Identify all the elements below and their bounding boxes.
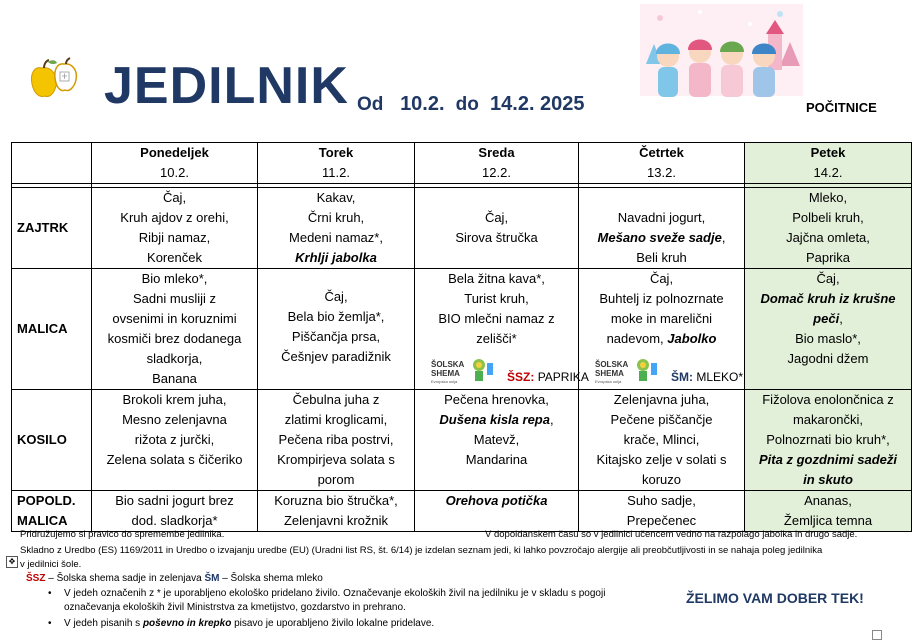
menu-item: kosmiči brez dodanega xyxy=(107,331,242,346)
menu-cell-kosilo-fri xyxy=(745,390,912,491)
legend-sm: ŠM xyxy=(204,573,220,584)
menu-item: Banana xyxy=(152,371,197,386)
school-scheme-row xyxy=(431,353,589,389)
day-name: Sreda xyxy=(478,145,515,160)
day-header-tue xyxy=(258,143,415,184)
menu-item: Čaj, xyxy=(484,210,509,225)
menu-item-local: Orehova potička xyxy=(445,493,548,508)
ssz-label: ŠSZ: xyxy=(507,370,535,384)
solska-shema-logo xyxy=(431,355,503,385)
svg-text:ŠOLSKA: ŠOLSKA xyxy=(431,360,465,369)
menu-cell-kosilo-mon xyxy=(92,390,258,491)
menu-item: BIO mlečni namaz z xyxy=(438,311,555,326)
menu-cell-malica-tue xyxy=(258,269,415,390)
note-text: označevanja ekoloških živil Ministrstva za kmetijstvo, gozdarstvo in prehrano. xyxy=(64,602,406,613)
menu-item: Črni kruh, xyxy=(307,210,365,225)
menu-item: porom xyxy=(317,472,355,487)
menu-item: Turist kruh, xyxy=(464,291,529,306)
menu-item: Krompirjeva solata s xyxy=(277,452,395,467)
menu-cell-popold-wed xyxy=(415,491,579,532)
menu-item: Paprika xyxy=(805,250,851,265)
punctuation: , xyxy=(549,412,554,427)
day-date: 10.2. xyxy=(160,165,189,180)
menu-item: Matevž, xyxy=(473,432,520,447)
table-header-row xyxy=(12,143,912,184)
sm-item: MLEKO* xyxy=(696,370,744,384)
menu-item: Čaj, xyxy=(816,271,840,286)
menu-item: Zelena solata s čičeriko xyxy=(106,452,243,467)
menu-cell-malica-fri xyxy=(745,269,912,390)
menu-item: Čebulna juha z xyxy=(292,392,380,407)
menu-cell-kosilo-wed xyxy=(415,390,579,491)
menu-item: Žemljica temna xyxy=(783,513,873,528)
menu-item: Kruh ajdov z orehi, xyxy=(120,210,229,225)
menu-item: dod. sladkorja* xyxy=(131,513,218,528)
menu-cell-popold-fri xyxy=(745,491,912,532)
footer-fruit-note: V dopoldanskem času so v jedilnici učencem vedno na razpolago jabolka in drugo sadje. xyxy=(485,529,858,540)
note-organic xyxy=(48,587,606,615)
menu-item: Kakav, xyxy=(316,190,356,205)
day-date: 12.2. xyxy=(482,165,511,180)
menu-item: Polnozrnati bio kruh*, xyxy=(766,432,890,447)
menu-item: Sadni musliji z xyxy=(132,291,217,306)
menu-item: Bio maslo*, xyxy=(795,331,861,346)
legend-sm-text: – Šolska shema mleko xyxy=(219,573,323,584)
svg-text:Evropska unija: Evropska unija xyxy=(595,379,622,384)
table-row-popold-malica xyxy=(12,491,912,532)
day-date: 13.2. xyxy=(647,165,676,180)
menu-item-local: in skuto xyxy=(803,472,853,487)
day-date: 11.2. xyxy=(322,165,350,180)
menu-cell-malica-mon xyxy=(92,269,258,390)
menu-item: Koruzna bio štručka*, xyxy=(274,493,398,508)
menu-item: koruzo xyxy=(641,472,682,487)
svg-text:SHEMA: SHEMA xyxy=(431,369,460,378)
menu-item-local: Dušena kisla repa xyxy=(439,412,550,427)
day-header-fri xyxy=(745,143,912,184)
menu-cell-zajtrk-mon xyxy=(92,188,258,269)
menu-item: Bela žitna kava*, xyxy=(448,271,545,286)
day-header-thu xyxy=(579,143,745,184)
menu-item-local: Krhlji jabolka xyxy=(295,250,377,265)
day-header-wed xyxy=(415,143,579,184)
menu-item: Bio sadni jogurt brez xyxy=(115,493,234,508)
page-title: JEDILNIK xyxy=(104,57,349,115)
solska-shema-logo xyxy=(595,355,667,385)
menu-item-local: Jabolko xyxy=(667,331,717,346)
day-name: Petek xyxy=(810,145,846,160)
menu-item: Bio mleko*, xyxy=(141,271,208,286)
apple-icon xyxy=(28,58,82,100)
footer-disclaimer: Pridružujemo si pravico do spremembe jedilnika. xyxy=(20,529,225,540)
date-range xyxy=(357,93,585,116)
menu-item: Pečene piščančje xyxy=(610,412,713,427)
note-text: pisavo je uporabljeno živilo lokalne pridelave. xyxy=(231,618,435,629)
menu-item: moke in marelični xyxy=(610,311,713,326)
menu-item: Jagodni džem xyxy=(787,351,869,366)
legend xyxy=(26,573,323,584)
meal-label-malica: MALICA xyxy=(12,269,92,390)
meal-label-kosilo: KOSILO xyxy=(12,390,92,491)
menu-item: Fižolova enolončnica z xyxy=(762,392,894,407)
menu-item: makarončki, xyxy=(792,412,864,427)
menu-item-local: Domač kruh iz krušne xyxy=(760,291,896,306)
svg-text:Evropska unija: Evropska unija xyxy=(431,379,458,384)
bullet-icon: • xyxy=(48,588,52,599)
day-header-mon xyxy=(92,143,258,184)
menu-cell-malica-thu xyxy=(579,269,745,390)
ssz-item: PAPRIKA xyxy=(537,370,589,384)
menu-item: Mandarina xyxy=(465,452,528,467)
legend-ssz: ŠSZ xyxy=(26,573,46,584)
meal-label-line: POPOLD. xyxy=(17,493,76,508)
menu-item: Brokoli krem juha, xyxy=(122,392,227,407)
menu-item: Polbeli kruh, xyxy=(792,210,864,225)
menu-item: Mesno zelenjavna xyxy=(122,412,227,427)
menu-item-local: Mešano sveže sadje xyxy=(597,230,722,245)
day-name: Torek xyxy=(318,145,354,160)
table-row-malica xyxy=(12,269,912,390)
menu-item: Piščančja prsa, xyxy=(291,329,381,344)
menu-item: Medeni namaz*, xyxy=(289,230,383,245)
note-text: V jedeh označenih z * je uporabljeno ekološko pridelano živilo. Označevanje ekoloških živil na jedilniku je v skladu s pogoji xyxy=(64,588,606,599)
footer-allergen-note: Skladno z Uredbo (ES) 1169/2011 in Uredbo o izvajanju uredbe (EU) (Uradni list RS, št. 6/14) je izdelan seznam jedi, ki lahko povzročajo alergije ali preobčutljivosti in se nahaja poleg jedilnika xyxy=(20,545,823,556)
meal-label-line: MALICA xyxy=(17,513,68,528)
menu-cell-malica-wed xyxy=(415,269,589,390)
goodbye-message: ŽELIMO VAM DOBER TEK! xyxy=(686,590,864,606)
menu-item: Bela bio žemlja*, xyxy=(287,309,385,324)
table-row-zajtrk xyxy=(12,188,912,269)
school-scheme-row xyxy=(595,353,744,389)
note-local xyxy=(48,617,605,631)
menu-item: Čaj, xyxy=(324,289,348,304)
menu-item: Zelenjavni krožnik xyxy=(283,513,389,528)
menu-item: Čaj, xyxy=(162,190,187,205)
menu-item: Beli kruh xyxy=(636,250,687,265)
menu-cell-zajtrk-fri xyxy=(745,188,912,269)
date-range-to-word: do xyxy=(455,94,479,115)
move-handle-icon[interactable]: ✥ xyxy=(6,556,18,568)
sm-label: ŠM: xyxy=(671,370,693,384)
meal-label-popold-malica xyxy=(12,491,92,532)
menu-item: Češnjev paradižnik xyxy=(281,349,391,364)
menu-item: Jajčna omleta, xyxy=(786,230,870,245)
date-to: 14.2. 2025 xyxy=(490,93,585,115)
menu-cell-kosilo-thu xyxy=(579,390,745,491)
menu-cell-popold-tue xyxy=(258,491,415,532)
menu-item: Suho sadje, xyxy=(627,493,696,508)
school-scheme-note xyxy=(507,367,589,387)
menu-cell-kosilo-tue xyxy=(258,390,415,491)
day-name: Četrtek xyxy=(639,145,684,160)
menu-item: Buhtelj iz polnozrnate xyxy=(599,291,724,306)
menu-item: Prepečenec xyxy=(626,513,697,528)
notes-list xyxy=(48,587,606,631)
menu-item: nadevom, xyxy=(606,331,664,346)
table-row-kosilo xyxy=(12,390,912,491)
menu-item: Korenček xyxy=(147,250,202,265)
menu-cell-popold-thu xyxy=(579,491,745,532)
meal-label-zajtrk: ZAJTRK xyxy=(12,188,92,269)
resize-handle[interactable] xyxy=(872,630,882,640)
menu-cell-zajtrk-thu xyxy=(579,188,745,269)
menu-item: Čaj, xyxy=(649,271,674,286)
menu-cell-popold-mon xyxy=(92,491,258,532)
menu-item: rižota z jurčki, xyxy=(134,432,215,447)
children-winter-illustration xyxy=(640,4,803,114)
menu-item: ovsenimi in koruznimi xyxy=(112,311,237,326)
holiday-label: POČITNICE xyxy=(806,100,877,115)
header-empty-cell xyxy=(12,143,92,184)
day-date: 14.2. xyxy=(813,165,843,180)
punctuation: , xyxy=(839,311,843,326)
menu-item: Kitajsko zelje v solati s xyxy=(596,452,727,467)
menu-item: Mleko, xyxy=(808,190,848,205)
svg-text:SHEMA: SHEMA xyxy=(595,369,624,378)
date-range-from-word: Od xyxy=(357,94,384,115)
day-name: Ponedeljek xyxy=(140,145,209,160)
menu-item: Ribji namaz, xyxy=(138,230,211,245)
menu-item: zelišči* xyxy=(476,331,517,346)
menu-item-local: peči xyxy=(813,311,840,326)
legend-ssz-text: – Šolska shema sadje in zelenjava xyxy=(45,573,205,584)
menu-table xyxy=(11,142,912,532)
footer-allergen-note-cont: v jedilnici šole. xyxy=(20,559,82,570)
note-text: V jedeh pisanih s xyxy=(64,618,143,629)
bullet-icon: • xyxy=(48,618,52,629)
punctuation: , xyxy=(721,230,726,245)
menu-item: krače, Mlinci, xyxy=(623,432,700,447)
menu-item: zlatimi kroglicami, xyxy=(284,412,388,427)
menu-item: Ananas, xyxy=(804,493,852,508)
menu-item-local: Pita z gozdnimi sadeži xyxy=(759,452,897,467)
menu-item: Navadni jogurt, xyxy=(617,210,706,225)
menu-item: Pečena hrenovka, xyxy=(444,392,549,407)
date-from: 10.2. xyxy=(400,93,445,115)
menu-cell-zajtrk-tue xyxy=(258,188,415,269)
menu-item: sladkorja, xyxy=(146,351,203,366)
menu-item: Sirova štručka xyxy=(455,230,538,245)
svg-text:ŠOLSKA: ŠOLSKA xyxy=(595,360,629,369)
menu-cell-zajtrk-wed xyxy=(415,188,579,269)
note-text-emphasis: poševno in krepko xyxy=(142,618,232,629)
menu-item: Pečena riba postrvi, xyxy=(278,432,394,447)
menu-item: Zelenjavna juha, xyxy=(613,392,710,407)
milk-scheme-note xyxy=(671,367,743,387)
